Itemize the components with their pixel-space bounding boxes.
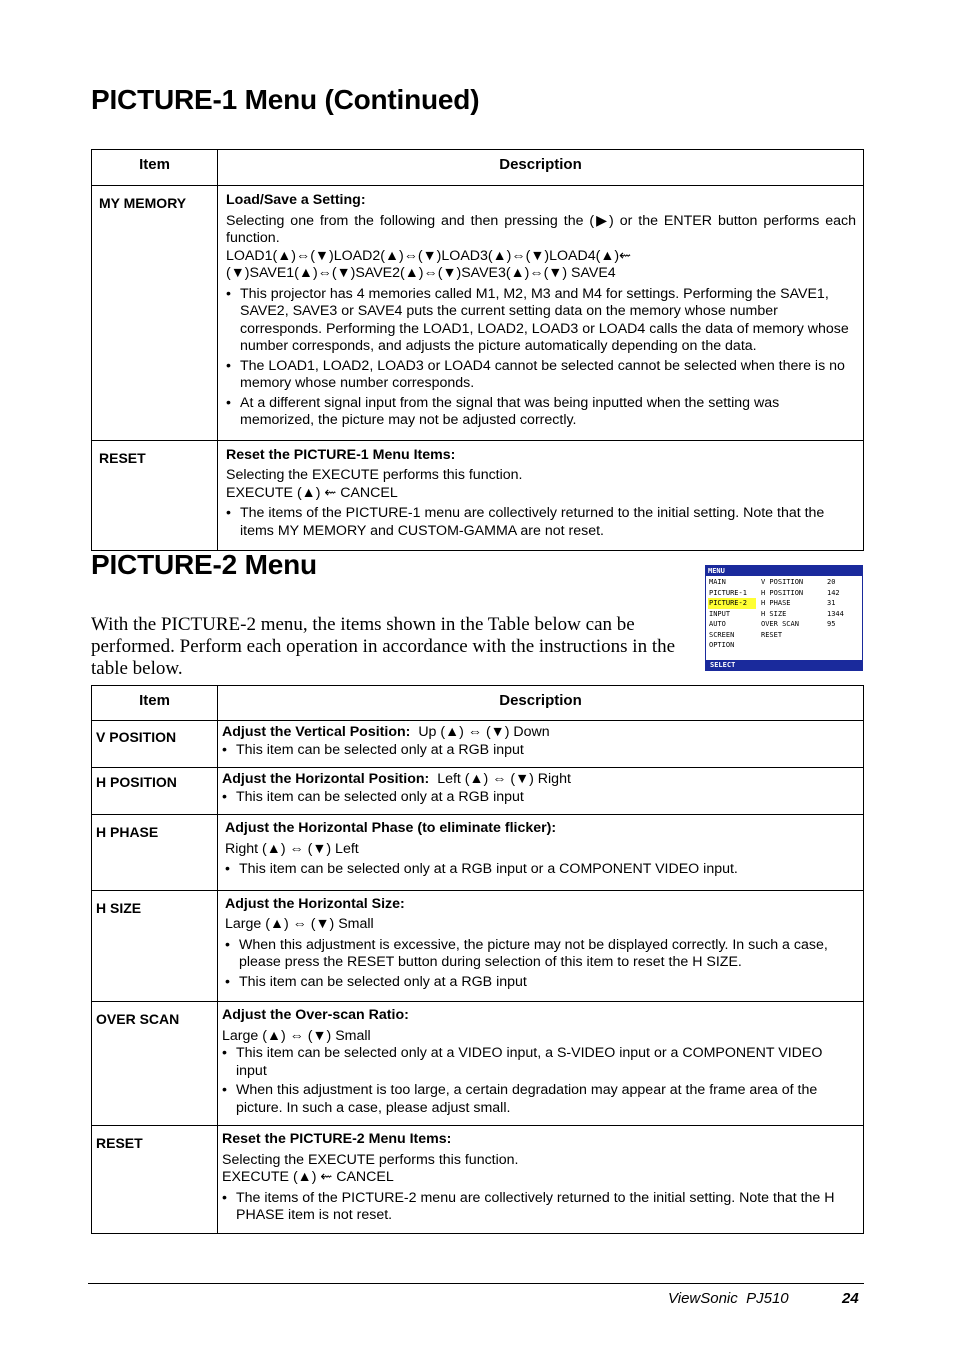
key-sequence: LOAD1(▲)⇔(▼)LOAD2(▲)⇔(▼)LOAD3(▲)⇔(▼)LOAD4(▲)⇜ <box>226 247 631 264</box>
osd-setting-label: V POSITION <box>761 578 804 586</box>
key-sequence: EXECUTE (▲) ⇜ CANCEL <box>226 484 398 501</box>
osd-menu-item: AUTO <box>709 620 726 628</box>
table-header-row <box>92 150 864 186</box>
osd-title: MENU <box>708 567 725 575</box>
osd-setting-value: 31 <box>827 599 836 607</box>
bullet-list <box>225 861 856 879</box>
description-reset <box>218 1126 864 1234</box>
table-row <box>92 1126 864 1234</box>
osd-setting-label: OVER SCAN <box>761 620 799 628</box>
table-row <box>92 1002 864 1126</box>
osd-setting-label: H PHASE <box>761 599 791 607</box>
description-reset <box>218 440 864 551</box>
bullet-item: • This item can be selected only at a VIDEO input, a S-VIDEO input or a COMPONENT VIDEO input <box>222 1045 856 1080</box>
osd-menu-item: MAIN <box>709 578 726 586</box>
bullet-list <box>222 1045 856 1117</box>
bullet-item: • At a different signal input from the signal that was being inputted when the setting was memorized, the picture may not be adjusted correctly. <box>226 395 856 430</box>
osd-setting-label: RESET <box>761 630 783 639</box>
page-number: 24 <box>842 1290 859 1307</box>
key-sequence: Large (▲) ⇔ (▼) Small <box>222 1027 371 1044</box>
osd-menu-item: OPTION <box>709 641 735 649</box>
osd-menu-item: PICTURE-1 <box>709 588 747 597</box>
description-h-size <box>218 890 864 1002</box>
picture-1-table <box>91 149 864 551</box>
description-text: Selecting the EXECUTE performs this function. <box>226 467 523 483</box>
description-heading: Adjust the Horizontal Phase (to eliminate flicker): <box>225 820 557 836</box>
bullet-item: • This item can be selected only at a RGB input <box>222 742 856 760</box>
osd-title-bar <box>706 566 862 576</box>
column-header-description: Description <box>218 150 864 186</box>
osd-setting-label: H POSITION <box>761 588 804 597</box>
bullet-list <box>222 789 856 807</box>
table-row <box>92 815 864 891</box>
osd-setting-value: 95 <box>827 620 836 628</box>
osd-menu-item: SCREEN <box>709 630 735 639</box>
page-title-picture-2: PICTURE-2 Menu <box>91 549 317 580</box>
osd-setting <box>761 630 859 641</box>
description-h-position <box>218 768 864 815</box>
footer-rule <box>88 1283 864 1284</box>
bullet-list <box>226 286 856 430</box>
description-over-scan <box>218 1002 864 1126</box>
table-header-row <box>92 686 864 721</box>
key-sequence: Up (▲) ⇔ (▼) Down <box>418 724 550 740</box>
bullet-list <box>225 937 856 992</box>
osd-setting <box>761 619 859 630</box>
bullet-item: • This item can be selected only at a RGB input <box>222 789 856 807</box>
osd-menu-item-selected: PICTURE-2 <box>708 598 756 609</box>
description-heading: Adjust the Horizontal Position: <box>222 771 430 787</box>
osd-settings-list <box>761 577 859 640</box>
page-title-picture-1: PICTURE-1 Menu (Continued) <box>91 84 480 115</box>
bullet-item: • The LOAD1, LOAD2, LOAD3 or LOAD4 cannot be selected cannot be selected when there is no memory whose number corresponds. <box>226 358 856 393</box>
table-row <box>92 721 864 768</box>
bullet-item: • When this adjustment is excessive, the picture may not be displayed correctly. In such a case, please press the RESET button during selection of this item to reset the H SIZE. <box>225 937 856 972</box>
item-h-position: H POSITION <box>92 768 218 815</box>
column-header-description: Description <box>218 686 864 721</box>
osd-footer-label: SELECT <box>710 661 736 669</box>
bullet-item: • When this adjustment is too large, a certain degradation may appear at the frame area of the picture. In such a case, please adjust small. <box>222 1082 856 1117</box>
item-my-memory: MY MEMORY <box>92 186 218 441</box>
description-my-memory <box>218 186 864 441</box>
table-row <box>92 890 864 1002</box>
osd-menu-list <box>708 577 756 651</box>
item-h-size: H SIZE <box>92 890 218 1002</box>
item-over-scan: OVER SCAN <box>92 1002 218 1126</box>
table-row <box>92 440 864 551</box>
description-heading: Reset the PICTURE-1 Menu Items: <box>226 446 456 463</box>
item-v-position: V POSITION <box>92 721 218 768</box>
description-text: Selecting one from the following and then pressing the (▶) or the ENTER button performs each function. <box>226 212 856 246</box>
column-header-item: Item <box>92 150 218 186</box>
intro-paragraph: With the PICTURE-2 menu, the items shown in the Table below can be performed. Perform each operation in accordance with the instructions in the table below. <box>91 614 676 679</box>
osd-setting <box>761 577 859 588</box>
osd-setting-value: 142 <box>827 588 840 597</box>
osd-setting-value: 20 <box>827 578 836 586</box>
description-heading: Adjust the Over-scan Ratio: <box>222 1007 409 1023</box>
bullet-list <box>222 742 856 760</box>
osd-setting <box>761 598 859 609</box>
osd-setting <box>761 588 859 599</box>
bullet-item: • This item can be selected only at a RGB input or a COMPONENT VIDEO input. <box>225 861 856 879</box>
item-reset: RESET <box>92 1126 218 1234</box>
footer-brand: ViewSonic PJ510 <box>668 1290 789 1307</box>
bullet-item: • The items of the PICTURE-1 menu are collectively returned to the initial setting. Note that the items MY MEMORY and CUSTOM-GAMMA are not reset. <box>226 505 856 540</box>
description-heading: Adjust the Vertical Position: <box>222 724 411 740</box>
description-heading: Reset the PICTURE-2 Menu Items: <box>222 1131 452 1147</box>
description-heading: Adjust the Horizontal Size: <box>225 895 405 912</box>
table-row <box>92 768 864 815</box>
bullet-list <box>226 505 856 540</box>
description-h-phase <box>218 815 864 891</box>
bullet-item: • This projector has 4 memories called M1, M2, M3 and M4 for settings. Performing the SAVE1, SAVE2, SAVE3 or SAVE4 puts the current setting data on the memory whose number corresponds. Performing the LOAD1, LOAD2, LOAD3 or LOAD4 calls the data of memory whose number corresponds, and adjusts the picture automatically depending on the data. <box>226 286 856 356</box>
column-header-item: Item <box>92 686 218 721</box>
item-reset: RESET <box>92 440 218 551</box>
key-sequence: EXECUTE (▲) ⇜ CANCEL <box>222 1169 394 1185</box>
key-sequence: Left (▲) ⇔ (▼) Right <box>437 771 571 787</box>
description-heading: Load/Save a Setting: <box>226 192 366 208</box>
bullet-item: • The items of the PICTURE-2 menu are collectively returned to the initial setting. Note that the H PHASE item is not reset. <box>222 1190 856 1225</box>
table-row <box>92 186 864 441</box>
picture-2-table <box>91 685 864 1234</box>
item-h-phase: H PHASE <box>92 815 218 891</box>
osd-menu-item: INPUT <box>709 609 731 618</box>
key-sequence: (▼)SAVE1(▲)⇔(▼)SAVE2(▲)⇔(▼)SAVE3(▲)⇔(▼) SAVE4 <box>226 265 616 281</box>
osd-setting <box>761 609 859 620</box>
osd-footer-bar <box>706 660 862 670</box>
osd-setting-label: H SIZE <box>761 609 787 618</box>
description-text: Selecting the EXECUTE performs this function. <box>222 1151 519 1168</box>
description-v-position <box>218 721 864 768</box>
key-sequence: Large (▲) ⇔ (▼) Small <box>225 916 374 932</box>
osd-menu-screenshot <box>705 565 863 671</box>
key-sequence: Right (▲) ⇔ (▼) Left <box>225 840 359 857</box>
osd-setting-value: 1344 <box>827 609 844 618</box>
bullet-list <box>222 1190 856 1225</box>
bullet-item: • This item can be selected only at a RGB input <box>225 974 856 992</box>
